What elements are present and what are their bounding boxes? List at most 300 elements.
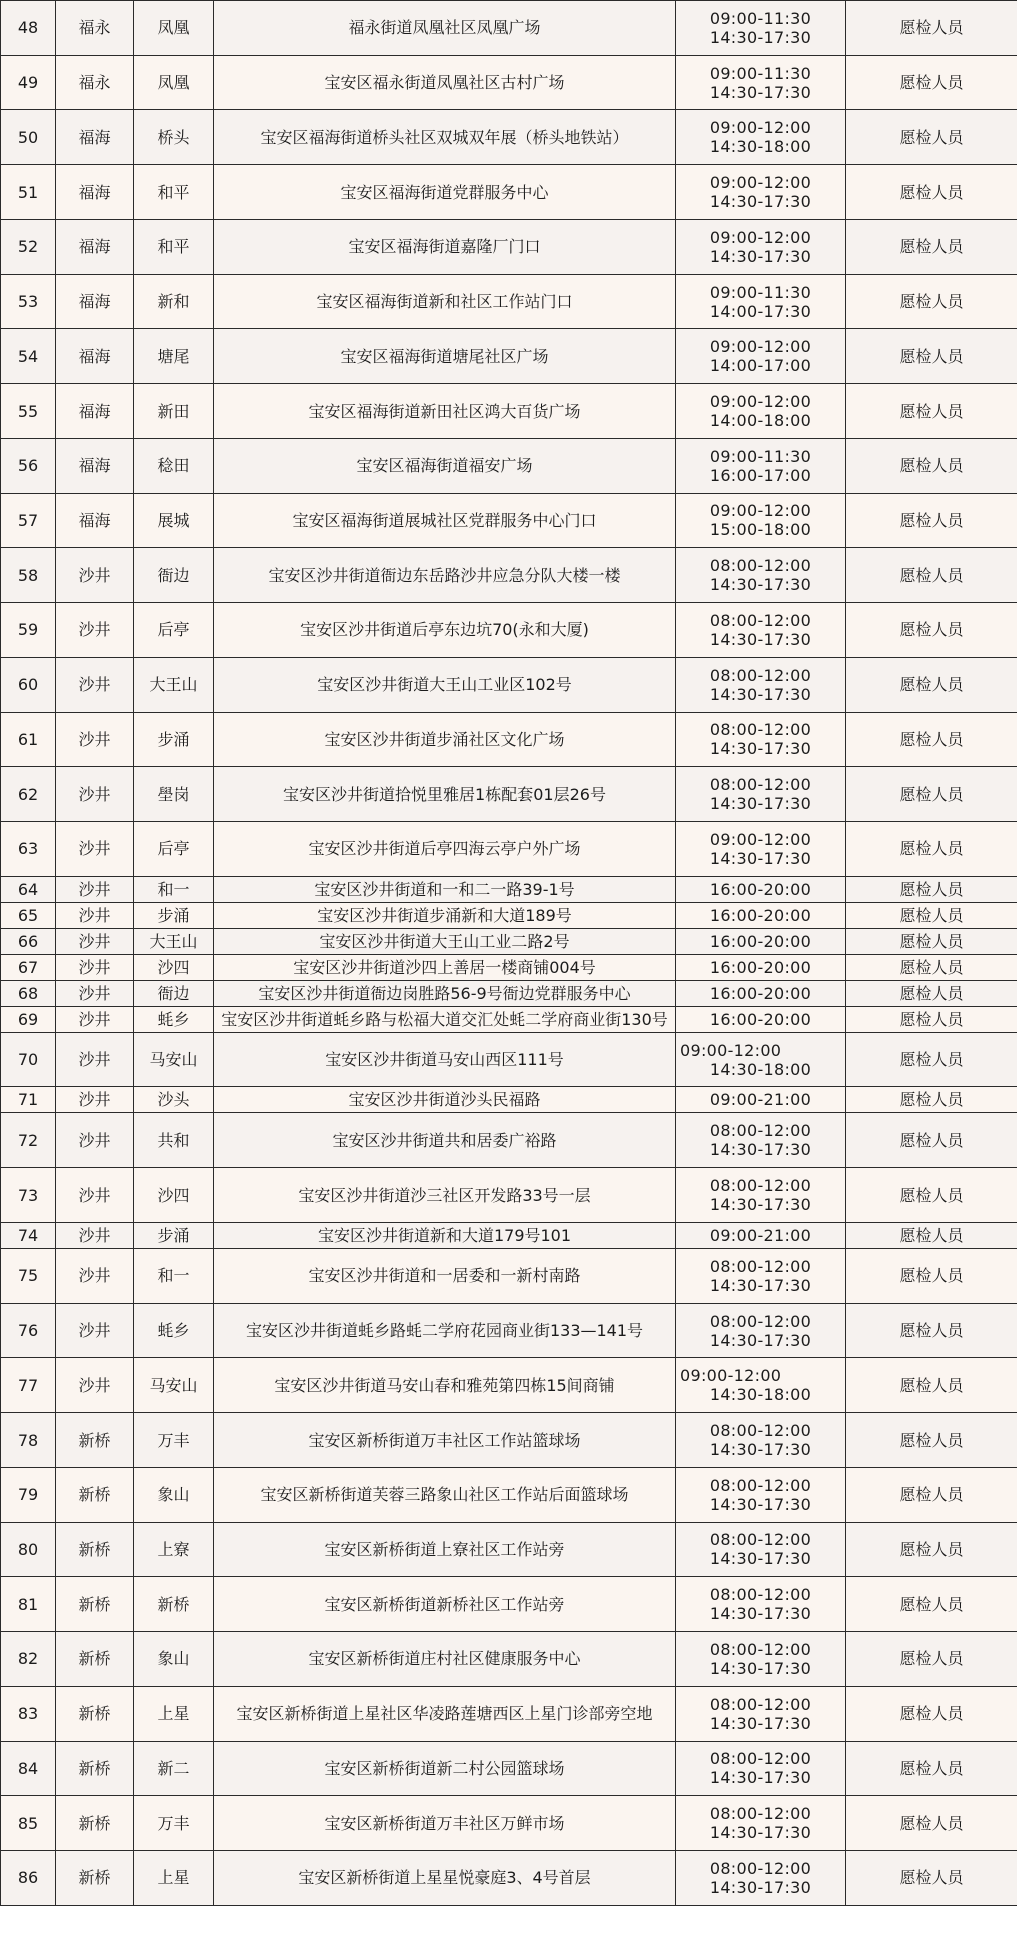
time-cell xyxy=(676,876,846,902)
community-cell: 展城 xyxy=(134,493,214,548)
table-row xyxy=(1,822,1017,877)
target-group-cell: 愿检人员 xyxy=(846,493,1017,548)
table-row xyxy=(1,1248,1017,1303)
address-cell: 宝安区福海街道展城社区党群服务中心门口 xyxy=(214,493,676,548)
time-cell xyxy=(676,1741,846,1796)
table-row xyxy=(1,657,1017,712)
table-row xyxy=(1,767,1017,822)
time-slot-1: 16:00-20:00 xyxy=(709,957,812,977)
time-slot-1: 08:00-12:00 xyxy=(709,1804,812,1824)
time-slot-1: 09:00-12:00 xyxy=(709,227,812,247)
community-cell: 象山 xyxy=(134,1632,214,1687)
time-slot-2: 14:30-18:00 xyxy=(709,137,812,157)
address-cell: 宝安区沙井街道沙头民福路 xyxy=(214,1087,676,1113)
address-cell: 宝安区沙井街道衙边岗胜路56-9号衙边党群服务中心 xyxy=(214,980,676,1006)
address-cell: 宝安区沙井街道大王山工业二路2号 xyxy=(214,928,676,954)
street-cell: 沙井 xyxy=(56,603,134,658)
address-cell: 宝安区沙井街道步涌社区文化广场 xyxy=(214,712,676,767)
street-cell: 沙井 xyxy=(56,1006,134,1032)
time-cell xyxy=(676,657,846,712)
row-number: 70 xyxy=(1,1032,56,1087)
time-slot-1: 09:00-12:00 xyxy=(709,118,812,138)
row-number: 60 xyxy=(1,657,56,712)
address-cell: 宝安区沙井街道沙四上善居一楼商铺004号 xyxy=(214,954,676,980)
time-slot-1: 08:00-12:00 xyxy=(709,1694,812,1714)
time-slot-1: 16:00-20:00 xyxy=(709,905,812,925)
time-slot-1: 09:00-12:00 xyxy=(680,1366,782,1386)
time-slot-1: 09:00-12:00 xyxy=(709,501,812,521)
time-slot-2: 14:30-17:30 xyxy=(709,82,812,102)
time-cell xyxy=(676,1006,846,1032)
street-cell: 沙井 xyxy=(56,712,134,767)
target-group-cell: 愿检人员 xyxy=(846,329,1017,384)
table-row xyxy=(1,902,1017,928)
target-group-cell: 愿检人员 xyxy=(846,712,1017,767)
row-number: 57 xyxy=(1,493,56,548)
address-cell: 宝安区沙井街道马安山西区111号 xyxy=(214,1032,676,1087)
street-cell: 福海 xyxy=(56,165,134,220)
community-cell: 衙边 xyxy=(134,980,214,1006)
time-slot-2: 14:30-17:30 xyxy=(709,1877,812,1897)
time-cell xyxy=(676,1222,846,1248)
table-row xyxy=(1,928,1017,954)
address-cell: 宝安区沙井街道大王山工业区102号 xyxy=(214,657,676,712)
target-group-cell: 愿检人员 xyxy=(846,1303,1017,1358)
street-cell: 沙井 xyxy=(56,1113,134,1168)
table-row xyxy=(1,1796,1017,1851)
community-cell: 凤凰 xyxy=(134,1,214,56)
time-slot-1: 08:00-12:00 xyxy=(709,1639,812,1659)
row-number: 71 xyxy=(1,1087,56,1113)
street-cell: 新桥 xyxy=(56,1413,134,1468)
street-cell: 福海 xyxy=(56,329,134,384)
community-cell: 万丰 xyxy=(134,1413,214,1468)
community-cell: 步涌 xyxy=(134,902,214,928)
community-cell: 马安山 xyxy=(134,1358,214,1413)
row-number: 76 xyxy=(1,1303,56,1358)
address-cell: 宝安区沙井街道后亭四海云亭户外广场 xyxy=(214,822,676,877)
time-cell xyxy=(676,1303,846,1358)
time-cell xyxy=(676,767,846,822)
time-cell xyxy=(676,980,846,1006)
row-number: 56 xyxy=(1,438,56,493)
time-slot-2: 14:30-17:30 xyxy=(709,684,812,704)
target-group-cell: 愿检人员 xyxy=(846,928,1017,954)
time-slot-1: 09:00-12:00 xyxy=(709,337,812,357)
community-cell: 步涌 xyxy=(134,712,214,767)
target-group-cell: 愿检人员 xyxy=(846,1358,1017,1413)
table-row xyxy=(1,493,1017,548)
time-slot-2: 16:00-17:00 xyxy=(709,465,812,485)
time-cell xyxy=(676,1522,846,1577)
time-slot-1: 16:00-20:00 xyxy=(709,879,812,899)
time-slot-2: 14:30-17:30 xyxy=(709,629,812,649)
time-slot-2: 14:30-17:30 xyxy=(709,1440,812,1460)
community-cell: 衙边 xyxy=(134,548,214,603)
table-row xyxy=(1,110,1017,165)
row-number: 59 xyxy=(1,603,56,658)
table-row xyxy=(1,274,1017,329)
time-slot-1: 08:00-12:00 xyxy=(709,556,812,576)
street-cell: 福永 xyxy=(56,1,134,56)
time-cell xyxy=(676,110,846,165)
target-group-cell: 愿检人员 xyxy=(846,1741,1017,1796)
community-cell: 新桥 xyxy=(134,1577,214,1632)
time-slot-2: 14:30-17:30 xyxy=(709,794,812,814)
time-cell xyxy=(676,438,846,493)
address-cell: 宝安区新桥街道万丰社区万鲜市场 xyxy=(214,1796,676,1851)
time-slot-2: 14:30-17:30 xyxy=(709,1494,812,1514)
table-row xyxy=(1,603,1017,658)
street-cell: 福海 xyxy=(56,110,134,165)
community-cell: 沙四 xyxy=(134,954,214,980)
time-slot-1: 08:00-12:00 xyxy=(709,1475,812,1495)
time-cell xyxy=(676,1686,846,1741)
time-slot-1: 08:00-12:00 xyxy=(709,1749,812,1769)
row-number: 64 xyxy=(1,876,56,902)
time-cell xyxy=(676,1168,846,1223)
community-cell: 新二 xyxy=(134,1741,214,1796)
time-cell xyxy=(676,548,846,603)
street-cell: 沙井 xyxy=(56,1222,134,1248)
time-cell xyxy=(676,274,846,329)
table-row xyxy=(1,1358,1017,1413)
table-row xyxy=(1,1,1017,56)
target-group-cell: 愿检人员 xyxy=(846,1632,1017,1687)
time-slot-1: 09:00-11:30 xyxy=(709,282,812,302)
address-cell: 宝安区福海街道党群服务中心 xyxy=(214,165,676,220)
time-slot-1: 09:00-11:30 xyxy=(709,63,812,83)
target-group-cell: 愿检人员 xyxy=(846,767,1017,822)
street-cell: 沙井 xyxy=(56,1248,134,1303)
table-row xyxy=(1,876,1017,902)
street-cell: 沙井 xyxy=(56,657,134,712)
community-cell: 大王山 xyxy=(134,928,214,954)
time-slot-1: 09:00-12:00 xyxy=(709,173,812,193)
street-cell: 新桥 xyxy=(56,1686,134,1741)
street-cell: 福海 xyxy=(56,438,134,493)
time-slot-2: 14:30-17:30 xyxy=(709,739,812,759)
community-cell: 稔田 xyxy=(134,438,214,493)
time-slot-1: 09:00-21:00 xyxy=(709,1090,812,1110)
community-cell: 沙四 xyxy=(134,1168,214,1223)
street-cell: 沙井 xyxy=(56,822,134,877)
row-number: 74 xyxy=(1,1222,56,1248)
target-group-cell: 愿检人员 xyxy=(846,1,1017,56)
address-cell: 宝安区沙井街道沙三社区开发路33号一层 xyxy=(214,1168,676,1223)
community-cell: 蚝乡 xyxy=(134,1303,214,1358)
community-cell: 塘尾 xyxy=(134,329,214,384)
address-cell: 宝安区福海街道嘉隆厂门口 xyxy=(214,219,676,274)
time-slot-2: 15:00-18:00 xyxy=(709,520,812,540)
time-slot-1: 08:00-12:00 xyxy=(709,610,812,630)
target-group-cell: 愿检人员 xyxy=(846,1522,1017,1577)
table-row xyxy=(1,1851,1017,1906)
target-group-cell: 愿检人员 xyxy=(846,438,1017,493)
address-cell: 宝安区新桥街道上星社区华凌路莲塘西区上星门诊部旁空地 xyxy=(214,1686,676,1741)
time-cell xyxy=(676,822,846,877)
time-cell xyxy=(676,1087,846,1113)
street-cell: 沙井 xyxy=(56,548,134,603)
address-cell: 宝安区沙井街道衙边东岳路沙井应急分队大楼一楼 xyxy=(214,548,676,603)
address-cell: 宝安区新桥街道庄村社区健康服务中心 xyxy=(214,1632,676,1687)
address-cell: 宝安区沙井街道和一居委和一新村南路 xyxy=(214,1248,676,1303)
time-slot-1: 08:00-12:00 xyxy=(709,720,812,740)
time-slot-1: 08:00-12:00 xyxy=(709,1176,812,1196)
row-number: 83 xyxy=(1,1686,56,1741)
target-group-cell: 愿检人员 xyxy=(846,1413,1017,1468)
time-cell xyxy=(676,1,846,56)
time-slot-1: 08:00-12:00 xyxy=(709,1585,812,1605)
address-cell: 宝安区沙井街道后亭东边坑70(永和大厦) xyxy=(214,603,676,658)
table-row xyxy=(1,329,1017,384)
time-cell xyxy=(676,954,846,980)
time-cell xyxy=(676,603,846,658)
table-body xyxy=(1,1,1017,1906)
target-group-cell: 愿检人员 xyxy=(846,1168,1017,1223)
address-cell: 宝安区新桥街道芙蓉三路象山社区工作站后面篮球场 xyxy=(214,1467,676,1522)
target-group-cell: 愿检人员 xyxy=(846,1577,1017,1632)
table-row xyxy=(1,1113,1017,1168)
time-slot-2: 14:30-18:00 xyxy=(709,1385,812,1405)
community-cell: 后亭 xyxy=(134,822,214,877)
community-cell: 步涌 xyxy=(134,1222,214,1248)
row-number: 69 xyxy=(1,1006,56,1032)
table-row xyxy=(1,1087,1017,1113)
row-number: 52 xyxy=(1,219,56,274)
street-cell: 新桥 xyxy=(56,1741,134,1796)
community-cell: 象山 xyxy=(134,1467,214,1522)
street-cell: 沙井 xyxy=(56,902,134,928)
target-group-cell: 愿检人员 xyxy=(846,822,1017,877)
community-cell: 和平 xyxy=(134,165,214,220)
time-cell xyxy=(676,1467,846,1522)
table-row xyxy=(1,980,1017,1006)
time-slot-1: 08:00-12:00 xyxy=(709,1530,812,1550)
row-number: 55 xyxy=(1,384,56,439)
time-slot-1: 09:00-12:00 xyxy=(709,392,812,411)
time-cell xyxy=(676,1032,846,1087)
time-slot-2: 14:30-17:30 xyxy=(709,1823,812,1843)
address-cell: 宝安区新桥街道新二村公园篮球场 xyxy=(214,1741,676,1796)
time-cell xyxy=(676,165,846,220)
time-slot-1: 09:00-11:30 xyxy=(709,446,812,466)
time-slot-2: 14:30-17:30 xyxy=(709,192,812,212)
community-cell: 万丰 xyxy=(134,1796,214,1851)
target-group-cell: 愿检人员 xyxy=(846,876,1017,902)
table-row xyxy=(1,954,1017,980)
street-cell: 新桥 xyxy=(56,1632,134,1687)
street-cell: 沙井 xyxy=(56,1303,134,1358)
address-cell: 宝安区新桥街道上寮社区工作站旁 xyxy=(214,1522,676,1577)
time-slot-2: 14:30-17:30 xyxy=(709,1768,812,1788)
street-cell: 沙井 xyxy=(56,876,134,902)
target-group-cell: 愿检人员 xyxy=(846,657,1017,712)
address-cell: 宝安区沙井街道和一和二一路39-1号 xyxy=(214,876,676,902)
time-cell xyxy=(676,902,846,928)
target-group-cell: 愿检人员 xyxy=(846,1686,1017,1741)
time-slot-2: 14:30-17:30 xyxy=(709,27,812,47)
community-cell: 和平 xyxy=(134,219,214,274)
time-slot-1: 08:00-12:00 xyxy=(709,775,812,795)
time-cell xyxy=(676,1851,846,1906)
row-number: 84 xyxy=(1,1741,56,1796)
time-slot-1: 09:00-21:00 xyxy=(709,1225,812,1245)
time-slot-2: 14:30-17:30 xyxy=(709,1195,812,1215)
row-number: 78 xyxy=(1,1413,56,1468)
target-group-cell: 愿检人员 xyxy=(846,274,1017,329)
street-cell: 新桥 xyxy=(56,1851,134,1906)
address-cell: 宝安区沙井街道马安山春和雅苑第四栋15间商铺 xyxy=(214,1358,676,1413)
community-cell: 马安山 xyxy=(134,1032,214,1087)
community-cell: 桥头 xyxy=(134,110,214,165)
time-slot-2: 14:30-17:30 xyxy=(709,1658,812,1678)
address-cell: 宝安区福海街道福安广场 xyxy=(214,438,676,493)
time-slot-1: 08:00-12:00 xyxy=(709,1421,812,1441)
row-number: 51 xyxy=(1,165,56,220)
street-cell: 沙井 xyxy=(56,980,134,1006)
time-cell xyxy=(676,384,846,439)
time-slot-2: 14:00-17:30 xyxy=(709,301,812,321)
table-row xyxy=(1,1467,1017,1522)
time-slot-1: 08:00-12:00 xyxy=(709,1121,812,1141)
address-cell: 宝安区新桥街道上星星悦豪庭3、4号首层 xyxy=(214,1851,676,1906)
target-group-cell: 愿检人员 xyxy=(846,980,1017,1006)
row-number: 50 xyxy=(1,110,56,165)
community-cell: 新和 xyxy=(134,274,214,329)
table-row xyxy=(1,438,1017,493)
time-cell xyxy=(676,928,846,954)
community-cell: 上星 xyxy=(134,1851,214,1906)
row-number: 49 xyxy=(1,55,56,110)
target-group-cell: 愿检人员 xyxy=(846,902,1017,928)
row-number: 81 xyxy=(1,1577,56,1632)
row-number: 86 xyxy=(1,1851,56,1906)
time-slot-1: 09:00-11:30 xyxy=(709,8,812,28)
row-number: 77 xyxy=(1,1358,56,1413)
street-cell: 沙井 xyxy=(56,1358,134,1413)
time-slot-1: 16:00-20:00 xyxy=(709,1009,812,1029)
row-number: 75 xyxy=(1,1248,56,1303)
address-cell: 福永街道凤凰社区凤凰广场 xyxy=(214,1,676,56)
time-slot-2: 14:00-17:00 xyxy=(709,356,812,376)
address-cell: 宝安区沙井街道步涌新和大道189号 xyxy=(214,902,676,928)
target-group-cell: 愿检人员 xyxy=(846,1248,1017,1303)
time-slot-2: 14:30-18:00 xyxy=(709,1059,812,1079)
street-cell: 福海 xyxy=(56,219,134,274)
row-number: 63 xyxy=(1,822,56,877)
time-slot-1: 08:00-12:00 xyxy=(709,665,812,685)
row-number: 54 xyxy=(1,329,56,384)
row-number: 73 xyxy=(1,1168,56,1223)
table-row xyxy=(1,1168,1017,1223)
time-slot-1: 08:00-12:00 xyxy=(709,1858,812,1878)
table-row xyxy=(1,548,1017,603)
target-group-cell: 愿检人员 xyxy=(846,1467,1017,1522)
community-cell: 新田 xyxy=(134,384,214,439)
time-slot-1: 16:00-20:00 xyxy=(709,983,812,1003)
community-cell: 和一 xyxy=(134,1248,214,1303)
community-cell: 沙头 xyxy=(134,1087,214,1113)
row-number: 72 xyxy=(1,1113,56,1168)
table-row xyxy=(1,55,1017,110)
target-group-cell: 愿检人员 xyxy=(846,110,1017,165)
address-cell: 宝安区沙井街道蚝乡路与松福大道交汇处蚝二学府商业街130号 xyxy=(214,1006,676,1032)
table-row xyxy=(1,1741,1017,1796)
time-slot-1: 09:00-12:00 xyxy=(709,829,812,849)
target-group-cell: 愿检人员 xyxy=(846,1796,1017,1851)
target-group-cell: 愿检人员 xyxy=(846,1006,1017,1032)
row-number: 66 xyxy=(1,928,56,954)
street-cell: 沙井 xyxy=(56,1168,134,1223)
time-slot-2: 14:30-17:30 xyxy=(709,1549,812,1569)
address-cell: 宝安区沙井街道共和居委广裕路 xyxy=(214,1113,676,1168)
table-row xyxy=(1,1577,1017,1632)
address-cell: 宝安区福海街道塘尾社区广场 xyxy=(214,329,676,384)
community-cell: 凤凰 xyxy=(134,55,214,110)
row-number: 48 xyxy=(1,1,56,56)
community-cell: 上星 xyxy=(134,1686,214,1741)
target-group-cell: 愿检人员 xyxy=(846,55,1017,110)
address-cell: 宝安区新桥街道新桥社区工作站旁 xyxy=(214,1577,676,1632)
target-group-cell: 愿检人员 xyxy=(846,603,1017,658)
street-cell: 新桥 xyxy=(56,1796,134,1851)
time-cell xyxy=(676,1632,846,1687)
table-row xyxy=(1,1413,1017,1468)
row-number: 53 xyxy=(1,274,56,329)
address-cell: 宝安区沙井街道新和大道179号101 xyxy=(214,1222,676,1248)
target-group-cell: 愿检人员 xyxy=(846,165,1017,220)
row-number: 67 xyxy=(1,954,56,980)
row-number: 61 xyxy=(1,712,56,767)
target-group-cell: 愿检人员 xyxy=(846,1851,1017,1906)
table-row xyxy=(1,219,1017,274)
row-number: 62 xyxy=(1,767,56,822)
time-slot-1: 08:00-12:00 xyxy=(709,1256,812,1276)
address-cell: 宝安区沙井街道拾悦里雅居1栋配套01层26号 xyxy=(214,767,676,822)
street-cell: 福永 xyxy=(56,55,134,110)
time-cell xyxy=(676,1358,846,1413)
address-cell: 宝安区福海街道新田社区鸿大百货广场 xyxy=(214,384,676,439)
table-row xyxy=(1,1006,1017,1032)
time-slot-2: 14:30-17:30 xyxy=(709,1713,812,1733)
time-cell xyxy=(676,1413,846,1468)
row-number: 65 xyxy=(1,902,56,928)
target-group-cell: 愿检人员 xyxy=(846,1087,1017,1113)
street-cell: 福海 xyxy=(56,274,134,329)
row-number: 80 xyxy=(1,1522,56,1577)
table-row xyxy=(1,165,1017,220)
community-cell: 壆岗 xyxy=(134,767,214,822)
target-group-cell: 愿检人员 xyxy=(846,384,1017,439)
row-number: 68 xyxy=(1,980,56,1006)
table-row xyxy=(1,384,1017,439)
time-slot-2: 14:30-17:30 xyxy=(709,246,812,266)
community-cell: 和一 xyxy=(134,876,214,902)
street-cell: 新桥 xyxy=(56,1467,134,1522)
row-number: 79 xyxy=(1,1467,56,1522)
street-cell: 沙井 xyxy=(56,1087,134,1113)
time-slot-1: 09:00-12:00 xyxy=(680,1040,782,1060)
table-row xyxy=(1,1032,1017,1087)
row-number: 58 xyxy=(1,548,56,603)
address-cell: 宝安区福海街道新和社区工作站门口 xyxy=(214,274,676,329)
time-slot-2: 14:30-17:30 xyxy=(709,848,812,868)
table-row xyxy=(1,1303,1017,1358)
time-slot-2: 14:30-17:30 xyxy=(709,575,812,595)
time-cell xyxy=(676,1248,846,1303)
time-cell xyxy=(676,55,846,110)
